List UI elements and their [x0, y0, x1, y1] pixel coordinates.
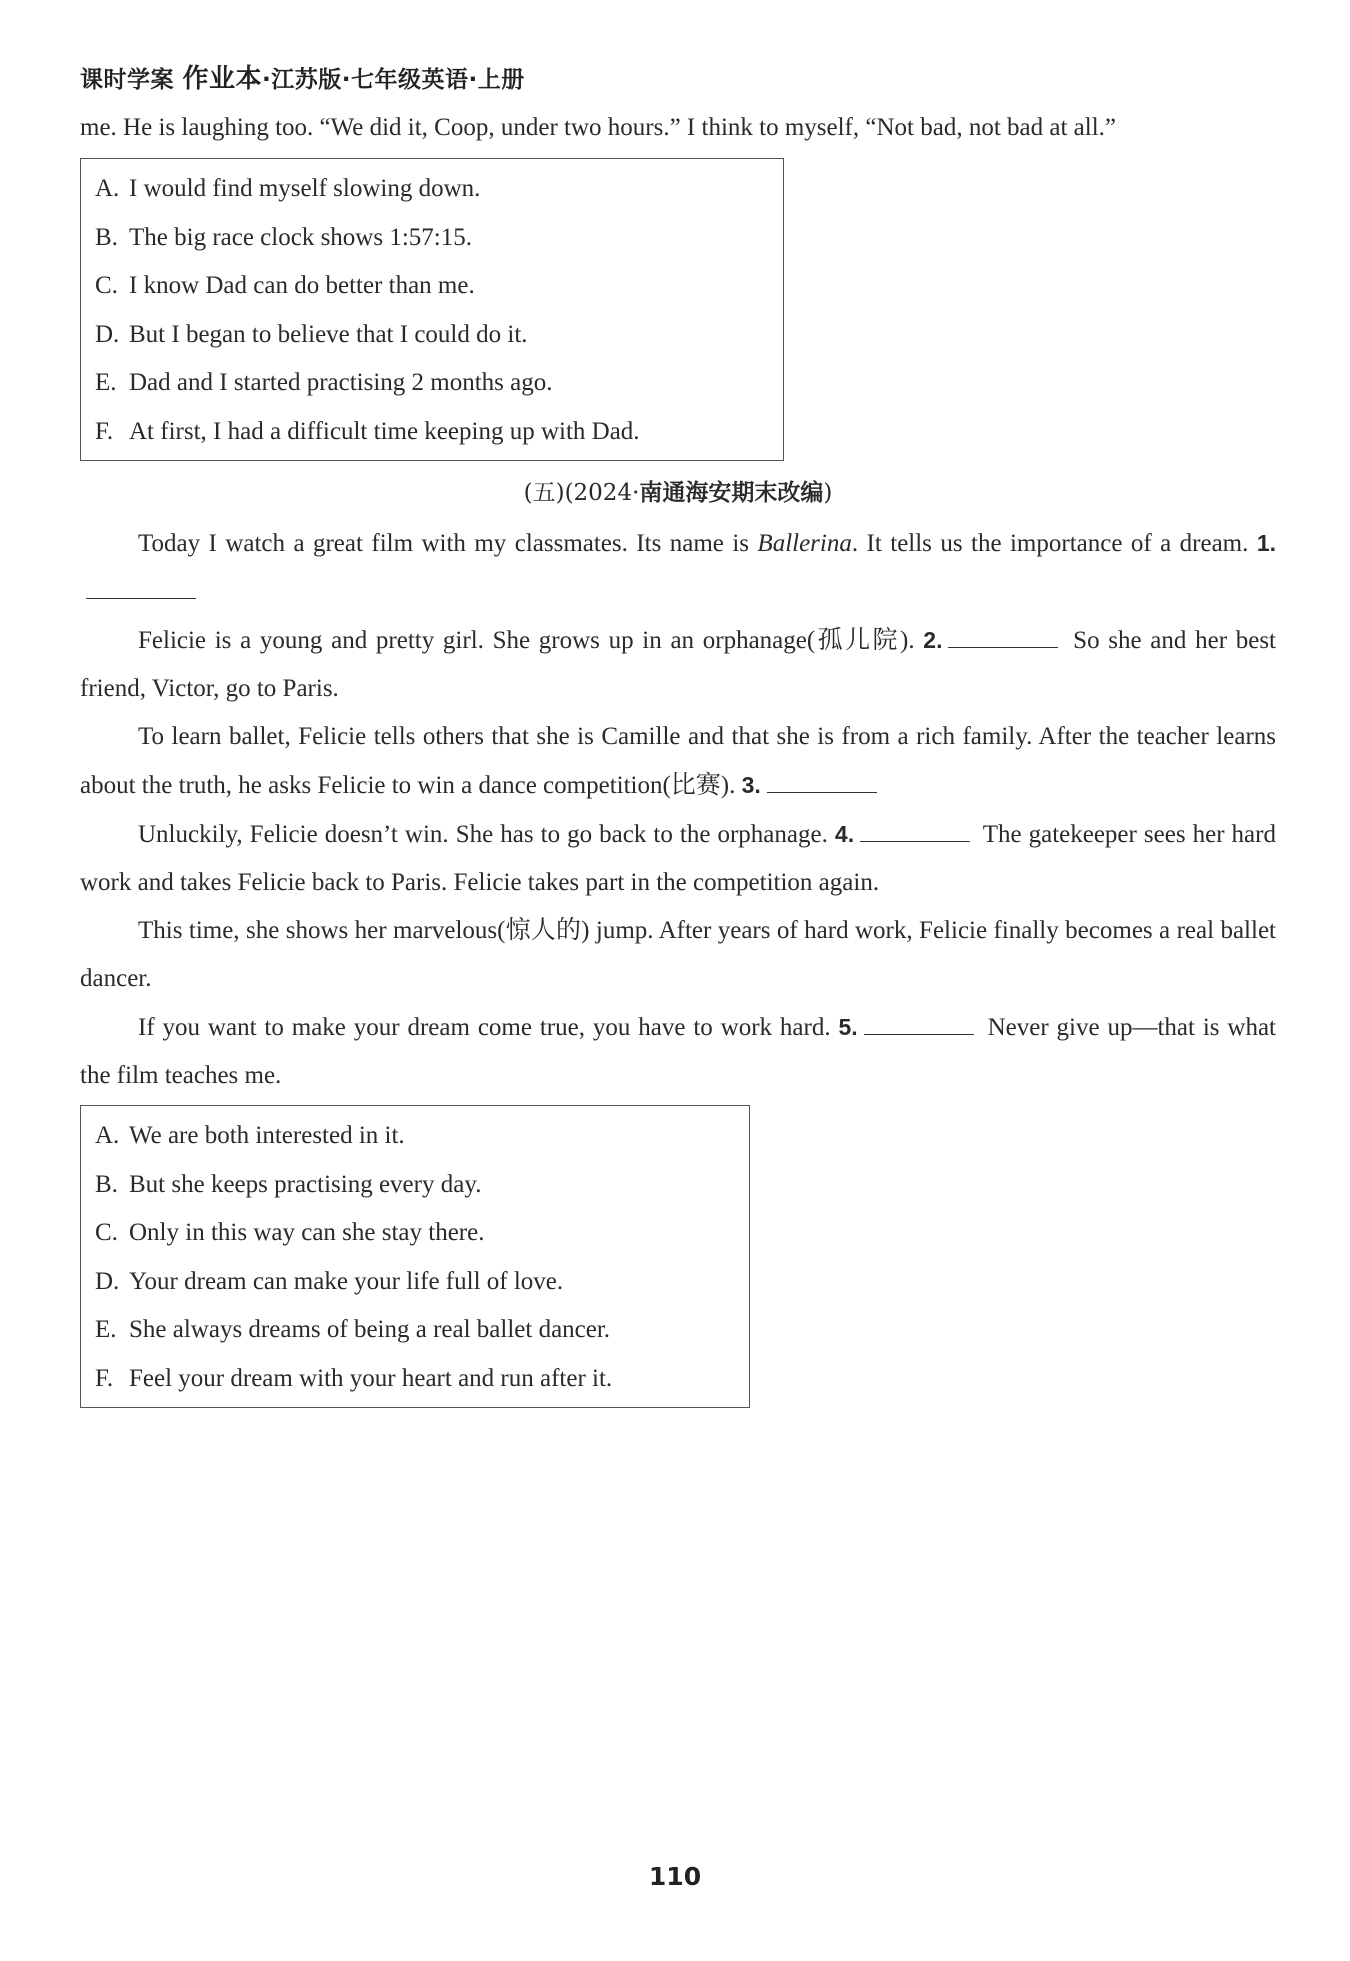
header-edition: ·江苏版·七年级英语·上册	[262, 67, 525, 93]
option-d: D. But I began to believe that I could do it.	[95, 320, 528, 348]
options-box-ballerina	[80, 1105, 750, 1408]
passage-paragraph-4: Unluckily, Felicie doesn’t win. She has to go back to the orphanage. 4. The gatekeeper sees her hard work and takes Felicie back to Paris. Felicie takes part in the competition again.	[80, 821, 1276, 896]
option-b: B. But she keeps practising every day.	[95, 1170, 482, 1198]
option-f: F. Feel your dream with your heart and run after it.	[95, 1364, 613, 1392]
header-series: 课时学案	[80, 67, 174, 93]
blank-number-5: 5.	[838, 1014, 858, 1040]
option-a: A. I would find myself slowing down.	[95, 175, 481, 202]
answer-blank-3[interactable]	[767, 772, 877, 793]
option-e: E. Dad and I started practising 2 months ago.	[95, 369, 553, 396]
answer-blank-1[interactable]	[86, 578, 196, 599]
film-title: Ballerina	[757, 530, 852, 557]
passage-paragraph-1: Today I watch a great film with my classmates. Its name is Ballerina. It tells us the importance of a dream. 1.	[80, 519, 1276, 616]
blank-number-4: 4.	[834, 821, 855, 847]
blank-number-2: 2.	[923, 627, 943, 653]
option-d: D. Your dream can make your life full of love.	[95, 1267, 564, 1295]
header-book-type: 作业本	[182, 64, 263, 94]
options-box-previous	[80, 158, 784, 461]
option-f: F. At first, I had a difficult time keeping up with Dad.	[95, 417, 640, 445]
blank-number-1: 1.	[1256, 530, 1276, 556]
passage-paragraph-3: To learn ballet, Felicie tells others that she is Camille and that she is from a rich family. After the teacher learns about the truth, he asks Felicie to win a dance competition(比赛). 3.	[80, 723, 1276, 799]
answer-blank-4[interactable]	[860, 821, 970, 842]
option-c: C. Only in this way can she stay there.	[95, 1219, 485, 1246]
passage-paragraph-2: Felicie is a young and pretty girl. She grows up in an orphanage(孤儿院). 2. So she and her best friend, Victor, go to Paris.	[80, 627, 1276, 702]
running-header	[80, 58, 525, 95]
section-title: (五)(2024·南通海安期末改编)	[523, 479, 833, 506]
page-content	[80, 104, 1276, 1408]
answer-blank-2[interactable]	[948, 627, 1058, 648]
option-b: B. The big race clock shows 1:57:15.	[95, 223, 472, 251]
passage-paragraph-5: This time, she shows her marvelous(惊人的) jump. After years of hard work, Felicie finally becomes a real ballet dancer.	[80, 917, 1276, 992]
answer-blank-5[interactable]	[864, 1014, 974, 1035]
option-e: E. She always dreams of being a real ballet dancer.	[95, 1316, 611, 1343]
option-a: A. We are both interested in it.	[95, 1122, 405, 1149]
passage-paragraph-6: If you want to make your dream come true, you have to work hard. 5. Never give up—that is what the film teaches me.	[80, 1014, 1277, 1089]
page-number: 110	[648, 1862, 702, 1891]
option-c: C. I know Dad can do better than me.	[95, 272, 475, 299]
previous-passage-ending: me. He is laughing too. “We did it, Coop, under two hours.” I think to myself, “Not bad, not bad at all.”	[80, 114, 1116, 141]
blank-number-3: 3.	[741, 772, 761, 798]
